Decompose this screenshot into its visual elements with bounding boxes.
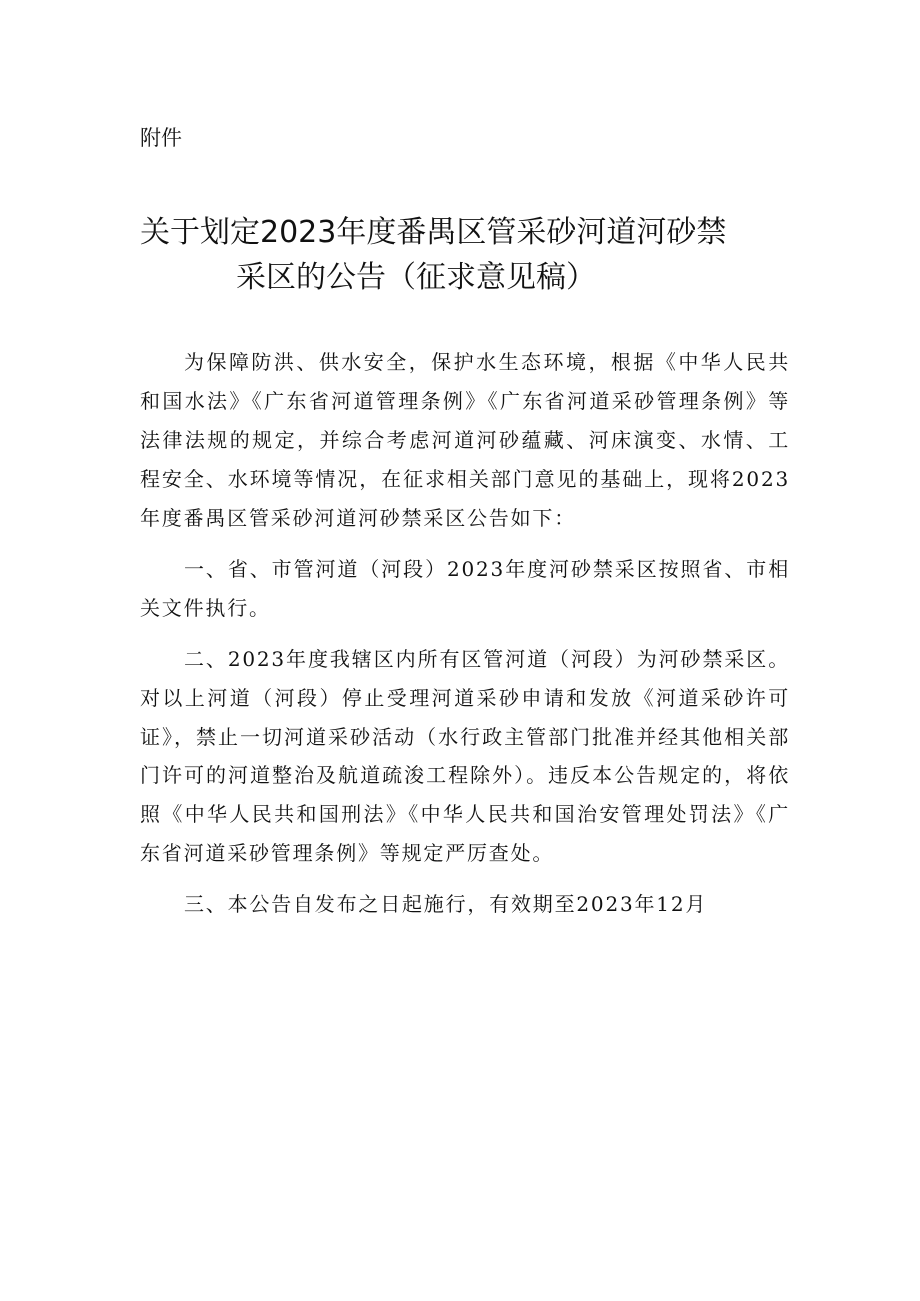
title-line-1: 关于划定2023年度番禺区管采砂河道河砂禁 xyxy=(140,215,727,250)
title-line-2: 采区的公告（征求意见稿） xyxy=(236,260,596,295)
paragraph-item-2: 二、2023年度我辖区内所有区管河道（河段）为河砂禁采区。对以上河道（河段）停止受理河道采砂申请和发放《河道采砂许可证》，禁止一切河道采砂活动（水行政主管部门批准并经其他相关部门许可的河道整治及航道疏浚工程除外）。违反本公告规定的，将依照《中华人民共和国刑法》《中华人民共和国治安管理处罚法》《广东省河道采砂管理条例》等规定严厉查处。 xyxy=(140,646,790,866)
document-title xyxy=(140,210,800,300)
attachment-label: 附件 xyxy=(140,126,182,150)
paragraph-item-1: 一、省、市管河道（河段）2023年度河砂禁采区按照省、市相关文件执行。 xyxy=(140,556,790,620)
paragraph-item-3: 三、本公告自发布之日起施行，有效期至2023年12月 xyxy=(184,892,708,917)
document-body xyxy=(140,343,790,936)
paragraph-intro: 为保障防洪、供水安全，保护水生态环境，根据《中华人民共和国水法》《广东省河道管理条例》《广东省河道采砂管理条例》等法律法规的规定，并综合考虑河道河砂蕴藏、河床演变、水情、工程安全、水环境等情况，在征求相关部门意见的基础上，现将2023年度番禺区管采砂河道河砂禁采区公告如下： xyxy=(140,350,790,530)
